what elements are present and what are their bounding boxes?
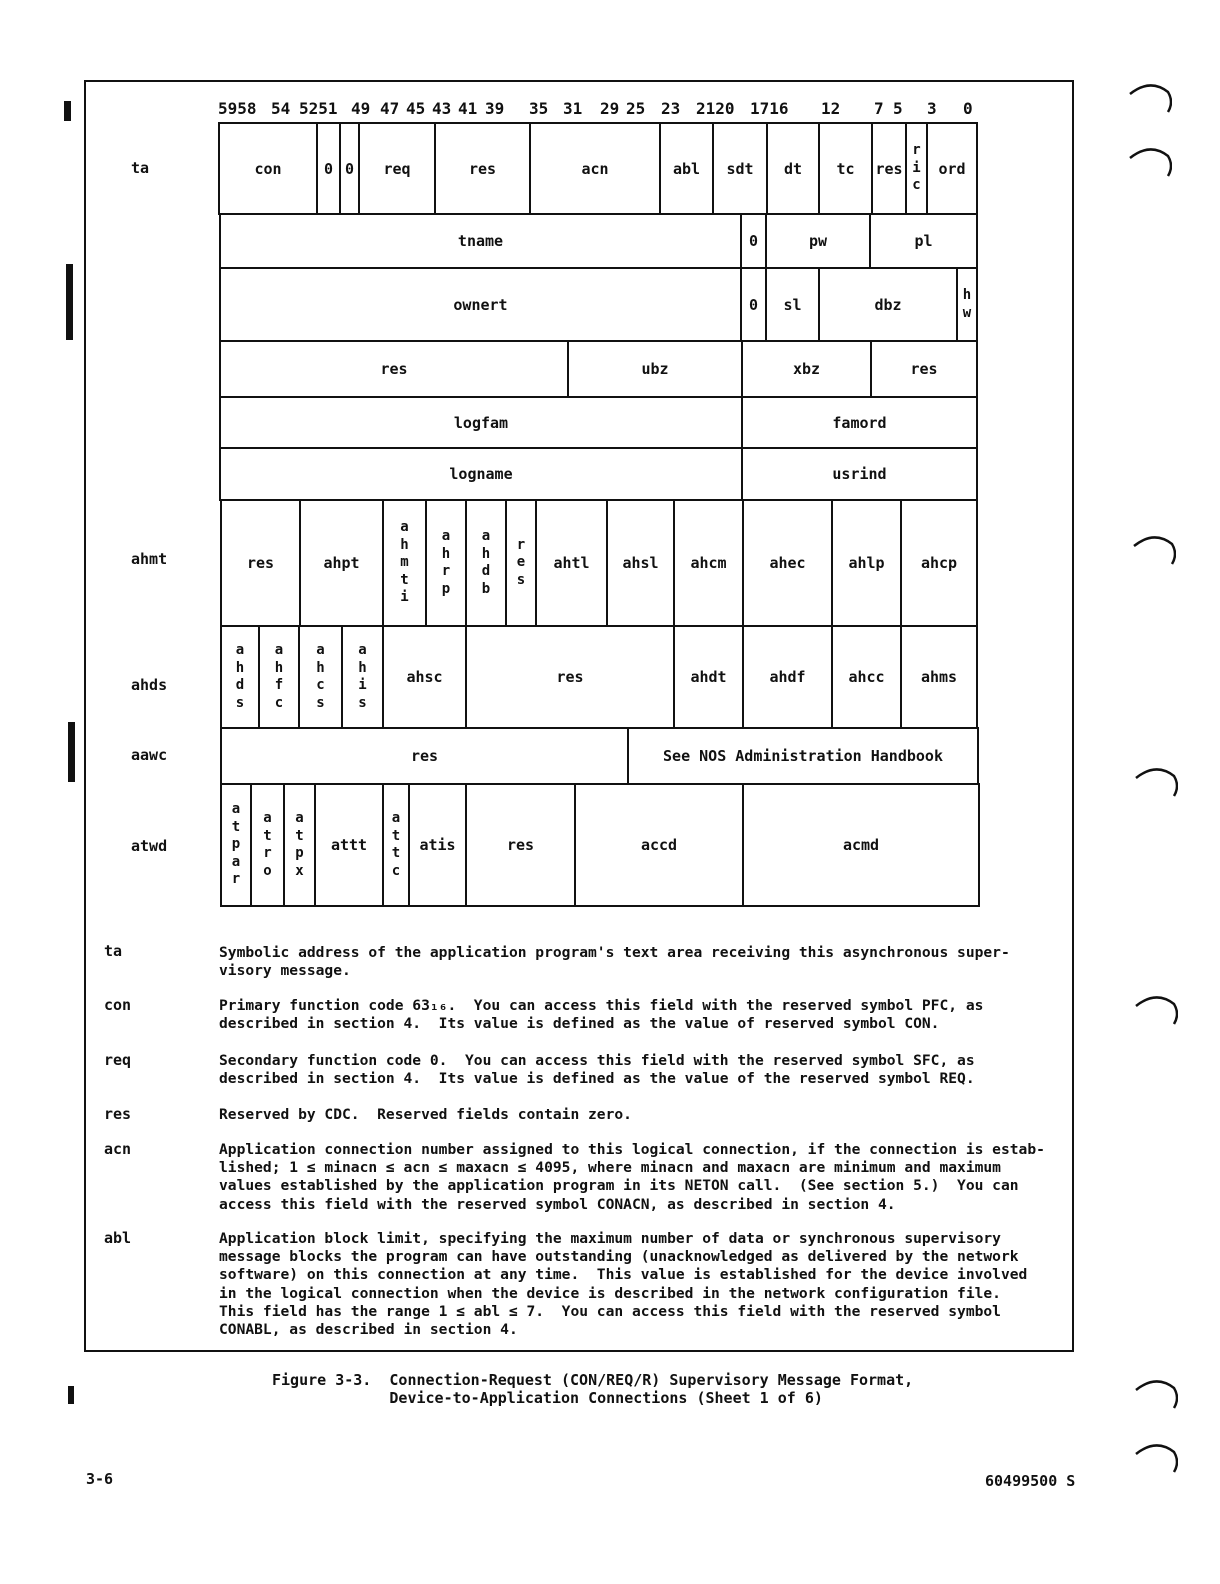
field-famord: famord <box>741 396 978 449</box>
bit-position-label: 47 <box>380 99 400 118</box>
bit-position-label: 43 <box>432 99 452 118</box>
field-xbz: xbz <box>741 340 872 398</box>
field-attc: a t t c <box>382 783 410 907</box>
def-term-req: req <box>104 1051 132 1069</box>
field-ahdb: a h d b <box>465 499 507 627</box>
field-ownert: ownert <box>219 267 742 342</box>
field-ahec: ahec <box>742 499 833 627</box>
change-bar <box>68 722 75 782</box>
row-label-aawc: aawc <box>131 746 168 764</box>
field-ahrp: a h r p <box>425 499 467 627</box>
bit-position-label: 41 <box>458 99 478 118</box>
field-acmd: acmd <box>742 783 980 907</box>
bit-position-label: 31 <box>563 99 583 118</box>
bit-position-label: 49 <box>351 99 371 118</box>
field-ahds: a h d s <box>220 625 260 729</box>
field-ahdt: ahdt <box>673 625 744 729</box>
binder-curl-icon <box>1132 532 1176 566</box>
binder-curl-icon <box>1128 144 1172 178</box>
field-ahcs: a h c s <box>298 625 343 729</box>
field-atis: atis <box>408 783 467 907</box>
field-tc: tc <box>818 122 873 215</box>
field-ahdf: ahdf <box>742 625 833 729</box>
field-zero: 0 <box>316 122 341 215</box>
field-zero: 0 <box>740 267 767 342</box>
bit-position-label: 5 <box>893 99 903 118</box>
field-res: res <box>220 727 629 785</box>
field-res-vertical: r e s <box>505 499 537 627</box>
field-atpx: a t p x <box>283 783 316 907</box>
binder-curl-icon <box>1134 1440 1178 1474</box>
bit-position-label: 1716 <box>750 99 789 118</box>
def-term-acn: acn <box>104 1140 132 1158</box>
row-label-atwd: atwd <box>131 837 168 855</box>
def-text-req: Secondary function code 0. You can access this field with the reserved symbol SFC, as described in section 4. Its value is defined as the value of the reserved symbol REQ. <box>219 1052 975 1088</box>
field-dbz: dbz <box>818 267 958 342</box>
field-see-nos-handbook: See NOS Administration Handbook <box>627 727 979 785</box>
field-ahcc: ahcc <box>831 625 902 729</box>
field-res: res <box>219 340 569 398</box>
field-logfam: logfam <box>219 396 743 449</box>
field-ahcp: ahcp <box>900 499 978 627</box>
change-bar <box>68 1386 74 1404</box>
field-res-small: res <box>871 122 907 215</box>
page-number: 3-6 <box>86 1470 114 1488</box>
field-logname: logname <box>219 447 743 501</box>
bit-position-label: 35 <box>529 99 549 118</box>
field-zero: 0 <box>740 213 767 269</box>
bit-position-label: 23 <box>661 99 681 118</box>
bit-position-label: 2120 <box>696 99 735 118</box>
binder-curl-icon <box>1134 764 1178 798</box>
def-term-con: con <box>104 996 132 1014</box>
change-bar <box>64 101 71 121</box>
def-term-abl: abl <box>104 1229 132 1247</box>
field-dt: dt <box>766 122 820 215</box>
row-label-ahds: ahds <box>131 676 168 694</box>
field-ahmti: a h m t i <box>382 499 427 627</box>
figure-caption: Figure 3-3. Connection-Request (CON/REQ/R) Supervisory Message Format, Device-to-Application Connections (Sheet 1 of 6) <box>272 1371 914 1407</box>
field-tname: tname <box>219 213 742 269</box>
def-term-ta: ta <box>104 942 123 960</box>
field-abl: abl <box>659 122 714 215</box>
field-usrind: usrind <box>741 447 978 501</box>
field-attt: attt <box>314 783 384 907</box>
document-number: 60499500 S <box>985 1472 1076 1490</box>
bit-position-label: 5958 <box>218 99 257 118</box>
binder-curl-icon <box>1134 992 1178 1026</box>
bit-position-label: 3 <box>927 99 937 118</box>
bit-position-label: 5251 <box>299 99 338 118</box>
field-res: res <box>870 340 978 398</box>
change-bar <box>66 264 73 340</box>
field-res: res <box>465 783 576 907</box>
bit-position-label: 45 <box>406 99 426 118</box>
row-label-ta: ta <box>131 159 150 177</box>
field-sl: sl <box>765 267 820 342</box>
field-hw: h w <box>956 267 978 342</box>
field-atro: a t r o <box>250 783 285 907</box>
def-text-acn: Application connection number assigned to this logical connection, if the connection is estab- lished; 1 ≤ minacn ≤ acn ≤ maxacn ≤ 4095, where minacn and maxacn are minimum and maximum values established by the application program in its NETON call. (See section 5.) You can access this field with the reserved symbol CONACN, as described in section 4. <box>219 1141 1045 1213</box>
field-con: con <box>218 122 318 215</box>
field-res: res <box>220 499 301 627</box>
bit-position-label: 7 <box>874 99 884 118</box>
bit-position-label: 29 <box>600 99 620 118</box>
bit-position-label: 12 <box>821 99 841 118</box>
field-ord: ord <box>926 122 978 215</box>
field-zero: 0 <box>339 122 360 215</box>
field-ahsl: ahsl <box>606 499 675 627</box>
field-ahfc: a h f c <box>258 625 300 729</box>
row-label-ahmt: ahmt <box>131 550 168 568</box>
binder-curl-icon <box>1128 80 1172 114</box>
field-ubz: ubz <box>567 340 743 398</box>
bit-position-label: 25 <box>626 99 646 118</box>
field-accd: accd <box>574 783 744 907</box>
field-ric: r i c <box>905 122 928 215</box>
def-text-con: Primary function code 63₁₆. You can access this field with the reserved symbol PFC, as described in section 4. Its value is defined as the value of reserved symbol CON. <box>219 997 984 1033</box>
field-ahtl: ahtl <box>535 499 608 627</box>
field-ahsc: ahsc <box>382 625 467 729</box>
field-res: res <box>434 122 531 215</box>
field-atpar: a t p a r <box>220 783 252 907</box>
field-ahms: ahms <box>900 625 978 729</box>
field-pl: pl <box>869 213 978 269</box>
field-ahlp: ahlp <box>831 499 902 627</box>
bit-position-label: 0 <box>963 99 973 118</box>
def-text-ta: Symbolic address of the application program's text area receiving this asynchronous super- visory message. <box>219 944 1010 980</box>
field-sdt: sdt <box>712 122 768 215</box>
bit-position-label: 54 <box>271 99 291 118</box>
field-req: req <box>358 122 436 215</box>
def-text-res: Reserved by CDC. Reserved fields contain zero. <box>219 1106 632 1123</box>
field-pw: pw <box>765 213 871 269</box>
def-text-abl: Application block limit, specifying the maximum number of data or synchronous supervisory message blocks the program can have outstanding (unacknowledged as delivered by the network software) on this connection at any time. This value is established for the device involved in the logical connection when the device is described in the network configuration file. This field has the range 1 ≤ abl ≤ 7. You can access this field with the reserved symbol CONABL, as described in section 4. <box>219 1230 1028 1339</box>
def-term-res: res <box>104 1105 132 1123</box>
field-ahis: a h i s <box>341 625 384 729</box>
field-res: res <box>465 625 675 729</box>
field-ahcm: ahcm <box>673 499 744 627</box>
bit-position-label: 39 <box>485 99 505 118</box>
binder-curl-icon <box>1134 1376 1178 1410</box>
field-acn: acn <box>529 122 661 215</box>
field-ahpt: ahpt <box>299 499 384 627</box>
